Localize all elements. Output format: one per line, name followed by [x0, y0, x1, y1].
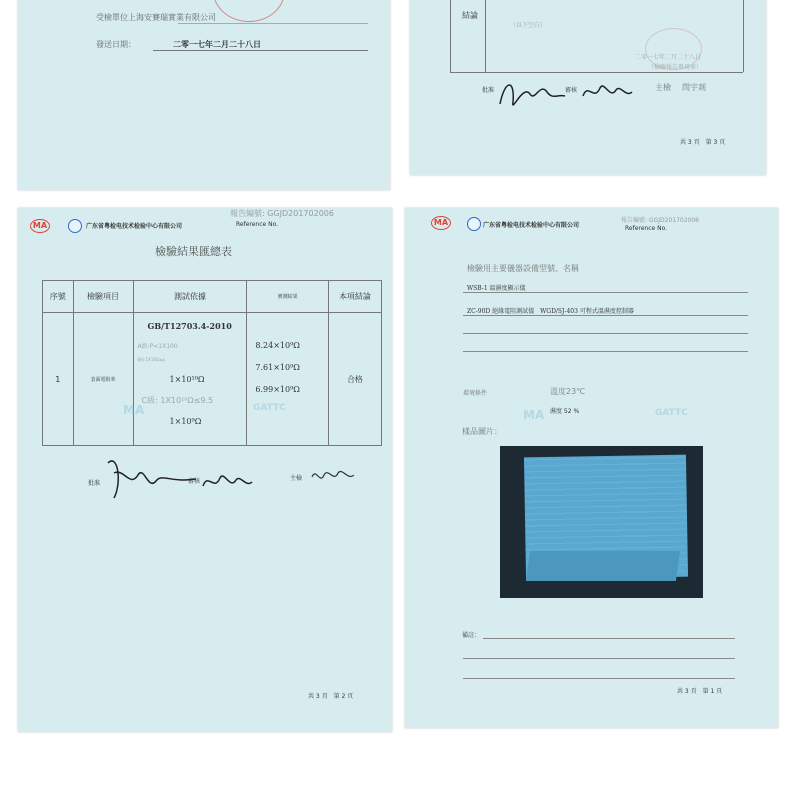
- report-page-equipment: [405, 208, 778, 728]
- cma-logo: MA: [431, 216, 451, 230]
- header-result: 實測結果: [247, 281, 328, 313]
- conclusion-note: （以下空白）: [510, 22, 547, 29]
- environment-label: 環境條件: [463, 390, 488, 397]
- chief-label: 主檢: [655, 83, 671, 92]
- reviewer-signature: [200, 468, 255, 496]
- date-value: 二零一七年二月二十八日: [173, 39, 261, 49]
- approver-signature: [495, 74, 570, 116]
- fabric-fold: [526, 551, 680, 581]
- client-underline: [178, 23, 368, 24]
- remarks-rule-2: [463, 658, 735, 659]
- cma-logo: MA: [30, 219, 50, 233]
- report-page-results: [18, 208, 392, 732]
- class-a: A級:P<1X100: [137, 343, 178, 350]
- temperature-value: 溫度23℃: [550, 387, 586, 396]
- verdict: 合格: [328, 313, 381, 446]
- remarks-label: 備註：: [462, 632, 481, 639]
- results-table: [42, 280, 382, 446]
- center-name: 广东省粤检电技术检验中心有限公司: [86, 223, 183, 230]
- cma-watermark: MA: [123, 403, 145, 417]
- report-number: 報告編號: GGJD201702006: [621, 217, 699, 224]
- class-c-value: 1×10⁹Ω: [169, 417, 202, 426]
- red-seal-stamp: [645, 28, 702, 70]
- page-number: 共 3 頁 第 2 頁: [308, 693, 354, 700]
- class-b-value: 1×10¹⁰Ω: [169, 375, 205, 384]
- page-number: 共 3 頁 第 1 頁: [677, 688, 723, 695]
- standard-code: GB/T12703.4-2010: [147, 321, 232, 331]
- review-label: 審核: [188, 478, 201, 485]
- chief-name: 閆宇剡: [682, 83, 706, 92]
- table-border-left: [450, 0, 451, 72]
- sample-photo: [500, 446, 703, 598]
- report-page-top-right: [410, 0, 766, 175]
- conclusion-label: 結論: [462, 11, 478, 20]
- equipment-rule-3: [463, 333, 748, 334]
- table-border-bottom: [450, 72, 743, 73]
- equipment-line-1: WSB-1 溫濕度顯示儀: [467, 285, 526, 292]
- report-page-top-left: [18, 0, 390, 190]
- header-standard: 測試依據: [133, 281, 247, 313]
- issue-unit: （檢驗報告專用章）: [648, 64, 703, 71]
- class-c: C級: 1X10¹⁰Ω≤9.5: [141, 396, 214, 405]
- result-2: 7.61×10⁹Ω: [255, 363, 300, 372]
- approve-label: 批准: [482, 87, 495, 94]
- row-number: 1: [43, 313, 74, 446]
- reference-label: Reference No.: [625, 225, 668, 232]
- equipment-rule-4: [463, 351, 748, 352]
- client-label: 受檢單位上海安賽瑞實業有限公司: [96, 13, 216, 22]
- result-3: 6.99×10⁹Ω: [255, 385, 300, 394]
- equipment-title: 檢驗用主要儀器設備型號、名稱: [467, 264, 579, 273]
- humidity-value: 濕度 52 %: [550, 408, 580, 415]
- header-verdict: 本項結論: [328, 281, 381, 313]
- gattc-logo-icon: [467, 217, 481, 231]
- class-b: B級:1X10Ω≤ρ: [137, 357, 165, 362]
- test-item: 表面電阻率: [73, 313, 133, 446]
- date-underline: [153, 50, 368, 51]
- sample-photo-label: 樣品圖片：: [462, 427, 502, 436]
- remarks-rule-1: [483, 638, 735, 639]
- reference-label: Reference No.: [236, 221, 279, 228]
- chief-label: 主檢: [290, 475, 303, 482]
- report-number: 報告編號: GGJD201702006: [230, 209, 334, 218]
- red-seal-stamp: [213, 0, 285, 22]
- page-title: 檢驗結果匯總表: [155, 245, 232, 258]
- chief-signature: [308, 463, 356, 489]
- result-1: 8.24×10⁹Ω: [255, 341, 300, 350]
- table-border-right: [743, 0, 744, 72]
- result-cell: [247, 313, 328, 446]
- gattc-watermark: GATTC: [655, 408, 688, 418]
- table-divider: [485, 0, 486, 72]
- header-item: 檢驗項目: [73, 281, 133, 313]
- review-label: 審核: [565, 87, 578, 94]
- gattc-logo-icon: [68, 219, 82, 233]
- cma-watermark: MA: [523, 408, 545, 422]
- center-name: 广东省粤检电技术检验中心有限公司: [483, 222, 580, 229]
- equipment-line-1-rule: [463, 292, 748, 293]
- approver-signature: [100, 453, 200, 505]
- equipment-line-2-rule: [463, 315, 748, 316]
- gattc-watermark: GATTC: [253, 403, 286, 413]
- approve-label: 批准: [88, 480, 101, 487]
- date-label: 發送日期：: [96, 40, 136, 49]
- standard-cell: [133, 313, 247, 446]
- issue-date: 二零一七年二月二十八日: [635, 54, 702, 61]
- header-no: 序號: [43, 281, 74, 313]
- reviewer-signature: [580, 78, 635, 106]
- remarks-rule-3: [463, 678, 735, 679]
- equipment-line-2: ZC-90D 絕緣電阻測試儀 WGD/SJ-403 可程式溫濕度控制器: [467, 308, 634, 315]
- page-number: 共 3 頁 第 3 頁: [680, 139, 726, 146]
